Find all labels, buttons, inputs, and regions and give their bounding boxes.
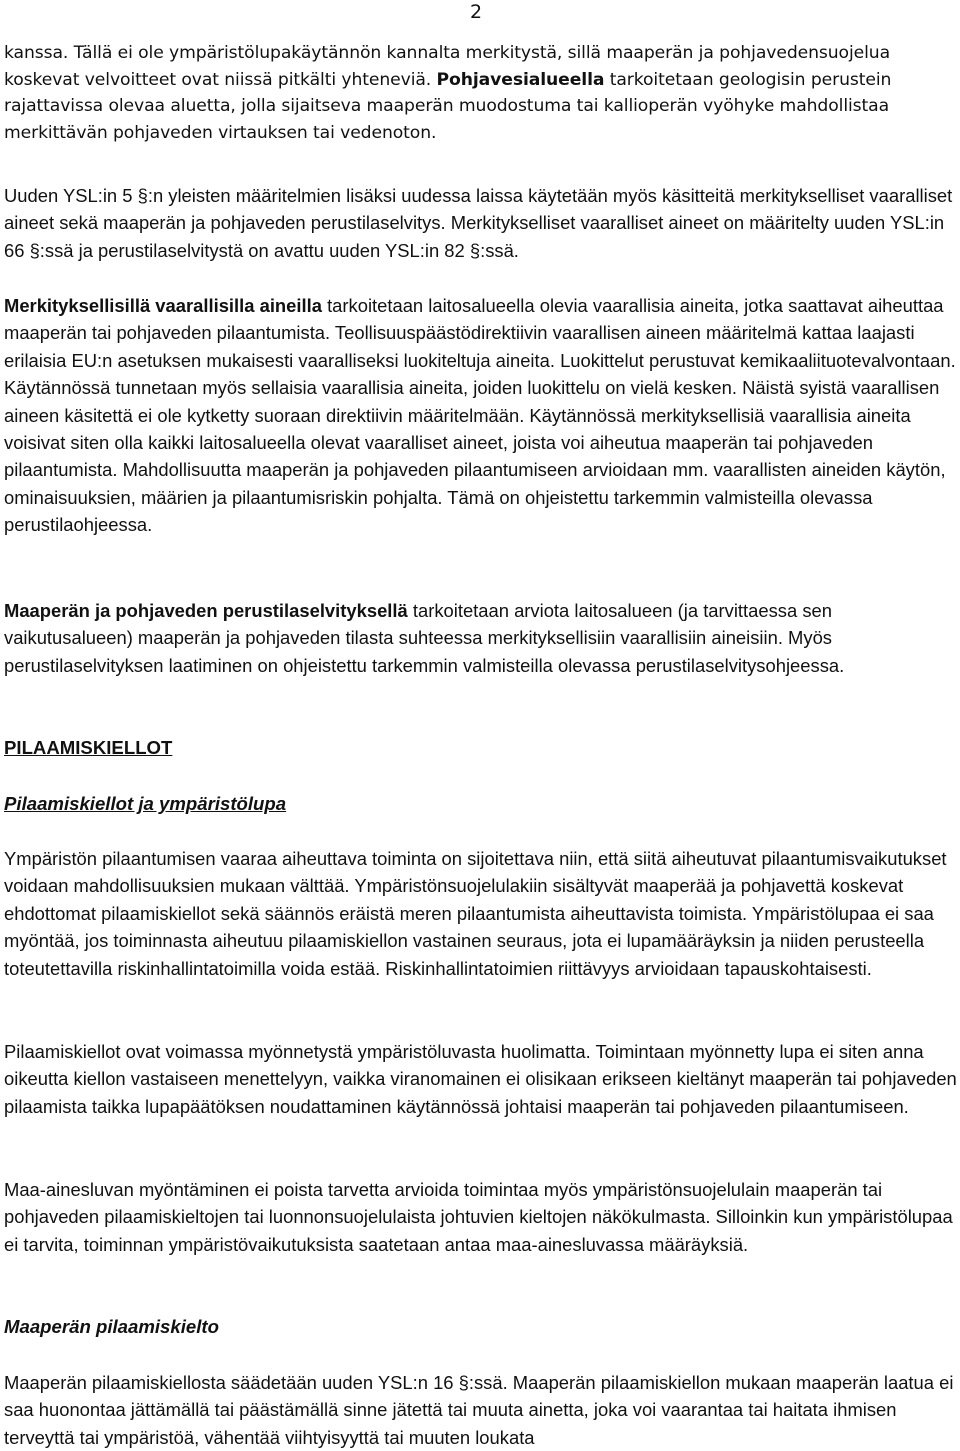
paragraph-text: Maa-ainesluvan myöntäminen ei poista tarvetta arvioida toimintaa myös ympäristönsuojelulain maaperän tai pohjaveden pilaamiskieltojen tai luonnonsuojelulaista johtuvien kieltojen näkökulmasta. Silloinkin kun ympäristölupaa ei tarvita, toiminnan ympäristövaikutuksista saatetaan antaa maa-ainesluvassa määräyksiä. bbox=[4, 1179, 953, 1255]
paragraph-text: Maaperän pilaamiskiellosta säädetään uuden YSL:n 16 §:ssä. Maaperän pilaamiskiellon mukaan maaperän laatua ei saa huonontaa jättämällä tai päästämällä sinne jätettä tai muuta ainetta, joka voi vaarantaa tai haitata ihmisen terveyttä tai ympäristöä, vähentää viihtyisyyttä tai muuten loukata bbox=[4, 1372, 954, 1448]
subsection-heading: Pilaamiskiellot ja ympäristölupa bbox=[4, 793, 287, 814]
page-number: 2 bbox=[470, 1, 483, 23]
paragraph-prohibitions-in-force bbox=[4, 1038, 958, 1120]
defined-term: Maaperän ja pohjaveden perustilaselvityksellä bbox=[4, 600, 408, 621]
paragraph-pohjavesialue bbox=[4, 40, 958, 147]
paragraph-text: tarkoitetaan laitosalueella olevia vaarallisia aineita, jotka saattavat aiheuttaa maaperän tai pohjaveden pilaantumista. Teollisuuspäästödirektiivin vaarallisen aineen määritelmä kattaa laajasti erilaisia EU:n asetuksen mukaisesti vaaralliseksi luokiteltuja aineita. Luokittelut perustuvat kemikaaliituotevalvontaan. Käytännössä tunnetaan myös sellaisia vaarallisia aineita, joiden luokittelu on vielä kesken. Näistä syistä vaarallisen aineen käsitettä ei ole kytketty suoraan direktiivin määritelmään. Käytännössä merkityksellisiä vaarallisia aineita voisivat siten olla kaikki laitosalueella olevat vaaralliset aineet, joista voi aiheutua maaperän tai pohjaveden pilaantumista. Mahdollisuutta maaperän ja pohjaveden pilaantumiseen arvioidaan mm. vaarallisten aineiden käytön, ominaisuuksien, määrien ja pilaantumisriskin pohjalta. Tämä on ohjeistettu tarkemmin valmisteilla olevassa perustilaohjeessa. bbox=[4, 295, 956, 536]
paragraph-extraction-permit bbox=[4, 1176, 958, 1258]
paragraph-ysl-definitions bbox=[4, 182, 958, 264]
paragraph-hazardous-substances bbox=[4, 292, 958, 539]
defined-term: Merkityksellisillä vaarallisilla aineilla bbox=[4, 295, 322, 316]
paragraph-text: tarkoitetaan arviota laitosalueen (ja tarvittaessa sen vaikutusalueen) maaperän ja pohjaveden tilasta suhteessa merkityksellisiin vaarallisiin aineisiin. Myös perustilaselvityksen laatiminen on ohjeistettu tarkemmin valmisteilla olevassa perustilaselvitysohjeessa. bbox=[4, 600, 845, 676]
paragraph-text: Pilaamiskiellot ovat voimassa myönnetystä ympäristöluvasta huolimatta. Toimintaan myönnetty lupa ei siten anna oikeutta kiellon vastaiseen menettelyyn, vaikka viranomainen ei olisikaan erikseen kieltänyt maaperän tai pohjaveden pilaamista taikka lupapäätöksen noudattaminen käytännössä johtaisi maaperän tai pohjaveden pilaantumiseen. bbox=[4, 1041, 957, 1117]
subsection-heading-soil: Maaperän pilaamiskielto bbox=[4, 1316, 219, 1337]
paragraph-pollution-risk bbox=[4, 845, 958, 982]
paragraph-text: tarkoitetaan geologisin perustein rajattavissa olevaa aluetta, jolla sijaitseva maaperän muodostuma tai kallioperän vyöhyke mahdollistaa merkittävän pohjaveden virtauksen tai vedenoton. bbox=[4, 69, 892, 144]
defined-term: Pohjavesialueella bbox=[436, 69, 605, 90]
paragraph-text: Ympäristön pilaantumisen vaaraa aiheuttava toiminta on sijoitettava niin, että siitä aiheutuvat pilaantumisvaikutukset voidaan mahdollisuuksien mukaan välttää. Ympäristönsuojelulakiin sisältyvät maaperää ja pohjavettä koskevat ehdottomat pilaamiskiellot sekä säännös eräistä meren pilaantumista aiheuttavista toimista. Ympäristölupaa ei saa myöntää, jos toiminnasta aiheutuu pilaamiskiellon vastainen seuraus, jota ei lupamääräyksin ja niiden perusteella toteutettavilla riskinhallintatoimilla voida estää. Riskinhallintatoimien riittävyys arvioidaan tapauskohtaisesti. bbox=[4, 848, 947, 979]
paragraph-baseline-report bbox=[4, 597, 958, 679]
section-heading: PILAAMISKIELLOT bbox=[4, 737, 173, 758]
paragraph-text: kanssa. Tällä ei ole ympäristölupakäytännön kannalta merkitystä, sillä maaperän ja pohjavedensuojelua koskevat velvoitteet ovat niissä pitkälti yhteneviä. bbox=[4, 43, 891, 90]
paragraph-soil-prohibition bbox=[4, 1369, 958, 1451]
paragraph-text: Uuden YSL:in 5 §:n yleisten määritelmien lisäksi uudessa laissa käytetään myös käsitteitä merkitykselliset vaaralliset aineet sekä maaperän ja pohjaveden perustilaselvitys. Merkitykselliset vaaralliset aineet on määritelty uuden YSL:in 66 §:ssä ja perustilaselvitystä on avattu uuden YSL:in 82 §:ssä. bbox=[4, 185, 953, 261]
